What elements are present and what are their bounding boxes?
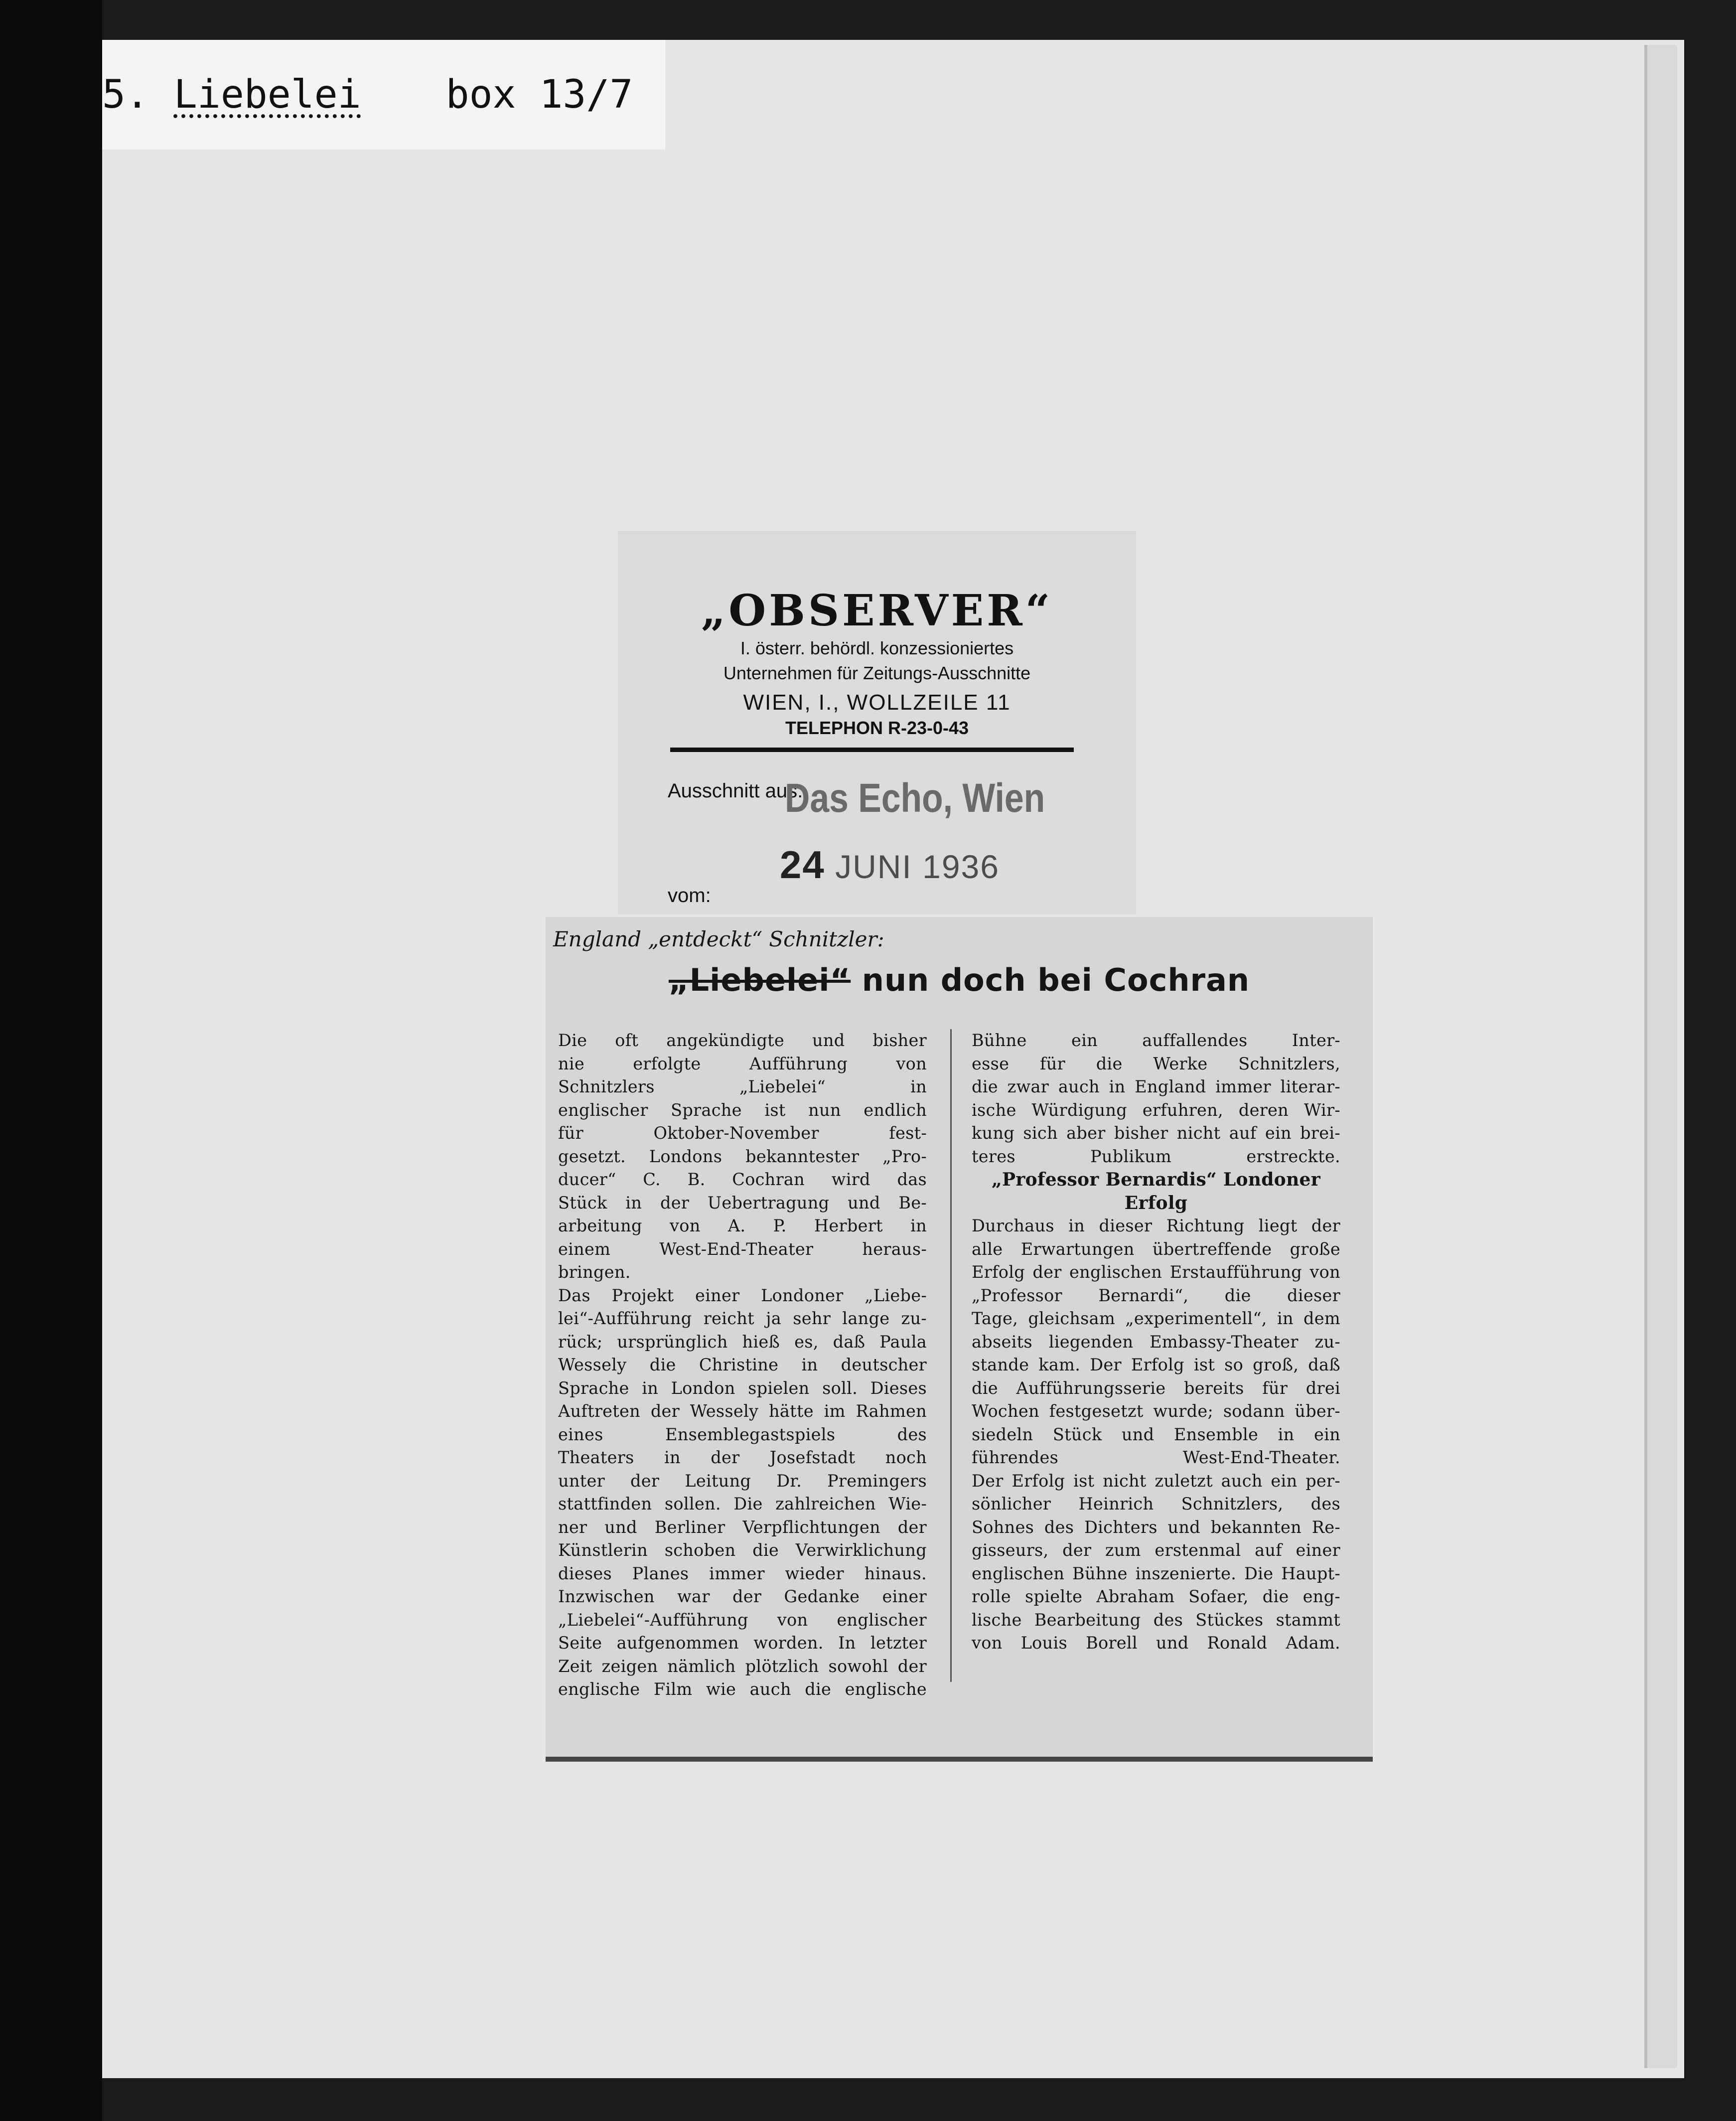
article-line: Erfolg der englischen Erstaufführung von [972, 1262, 1340, 1282]
article-headline [546, 962, 1373, 998]
article-line: Theaters in der Josefstadt noch [558, 1448, 927, 1467]
article-line: alle Erwartungen übertreffende große [972, 1239, 1340, 1259]
newspaper-clipping [546, 917, 1373, 1762]
article-line: englischer Sprache ist nun endlich [558, 1100, 927, 1120]
article-line: ische Würdigung erfuhren, deren Wir- [972, 1100, 1340, 1120]
article-line: Durchaus in dieser Richtung liegt der [972, 1216, 1340, 1235]
column-right-part-b [972, 1214, 1340, 1655]
article-line: ner und Berliner Verpflichtungen der [558, 1517, 927, 1537]
article-line: für Oktober-November fest- [558, 1123, 927, 1143]
observer-rule [670, 748, 1074, 752]
article-line: esse für die Werke Schnitzlers, [972, 1054, 1340, 1073]
article-line: Wessely die Christine in deutscher [558, 1355, 927, 1374]
observer-title: „OBSERVER“ [701, 586, 1053, 636]
sheet-fold-edge [1644, 45, 1677, 2068]
label-box-number: box 13/7 [445, 72, 633, 117]
observer-line-2: Unternehmen für Zeitungs-Ausschnitte [723, 663, 1031, 683]
observer-line-1: I. österr. behördl. konzessioniertes [740, 638, 1014, 658]
column-divider [950, 1029, 952, 1682]
column-right-part-a [972, 1029, 1340, 1168]
article-kicker: England „entdeckt“ Schnitzler: [553, 927, 884, 951]
label-number: 5. [102, 72, 149, 117]
archive-label-card [102, 40, 665, 150]
article-line: stattfinden sollen. Die zahlreichen Wie- [558, 1494, 927, 1514]
article-line: rolle spielte Abraham Sofaer, die eng- [972, 1587, 1340, 1606]
article-line: englische Film wie auch die englische [558, 1679, 927, 1699]
article-line: siedeln Stück und Ensemble in ein [972, 1424, 1340, 1444]
scan-border-left [0, 0, 102, 2121]
date-stamp-day: 24 [780, 843, 825, 887]
article-line: lische Bearbeitung des Stückes stammt [972, 1610, 1340, 1630]
article-line: Wochen festgesetzt wurde; sodann über- [972, 1401, 1340, 1421]
article-column-right [972, 1029, 1340, 1655]
article-line: die Aufführungsserie bereits für drei [972, 1378, 1340, 1398]
article-line: „Professor Bernardi“, die dieser [972, 1285, 1340, 1305]
article-line: Künstlerin schoben die Verwirklichung [558, 1540, 927, 1560]
article-subhead-line-1: „Professor Bernardis“ Londoner [991, 1169, 1321, 1190]
article-line: von Louis Borell und Ronald Adam. [972, 1633, 1340, 1653]
source-stamp: Das Echo, Wien [785, 775, 1045, 821]
article-column-left [558, 1029, 927, 1701]
article-line: arbeitung von A. P. Herbert in [558, 1216, 927, 1235]
headline-part-1: „Liebelei“ [668, 962, 851, 998]
article-line: stande kam. Der Erfolg ist so groß, daß [972, 1355, 1340, 1374]
article-line: einem West-End-Theater heraus- [558, 1239, 927, 1259]
date-stamp-rest: JUNI 1936 [835, 848, 1000, 885]
article-line: Stück in der Uebertragung und Be- [558, 1193, 927, 1212]
article-line: abseits liegenden Embassy-Theater zu- [972, 1332, 1340, 1352]
article-line: Der Erfolg ist nicht zuletzt auch ein per- [972, 1471, 1340, 1491]
article-line: bringen. [558, 1262, 631, 1282]
article-line: führendes West-End-Theater. [972, 1448, 1340, 1467]
article-line: lei“-Aufführung reicht ja sehr lange zu- [558, 1309, 927, 1328]
observer-clipping-slip [618, 531, 1136, 914]
article-line: Zeit zeigen nämlich plötzlich sowohl der [558, 1656, 927, 1676]
article-line: Die oft angekündigte und bisher [558, 1031, 927, 1050]
article-line: Bühne ein auffallendes Inter- [972, 1031, 1340, 1050]
observer-address: WIEN, I., WOLLZEILE 11 [743, 690, 1011, 715]
article-line: Auftreten der Wessely hätte im Rahmen [558, 1401, 927, 1421]
article-line: gesetzt. Londons bekanntester „Pro- [558, 1146, 927, 1166]
article-line: Das Projekt einer Londoner „Liebe- [558, 1285, 927, 1305]
article-line: unter der Leitung Dr. Premingers [558, 1471, 927, 1491]
article-line: Inzwischen war der Gedanke einer [558, 1587, 927, 1606]
date-stamp [780, 842, 1000, 888]
article-line: kung sich aber bisher nicht auf ein brei- [972, 1123, 1340, 1143]
article-line: Sprache in London spielen soll. Dieses [558, 1378, 927, 1398]
article-subhead-line-2: Erfolg [1124, 1192, 1188, 1213]
article-line: dieses Planes immer wieder hinaus. [558, 1563, 927, 1583]
observer-telephone: TELEPHON R-23-0-43 [785, 718, 969, 738]
article-line: gisseurs, der zum erstenmal auf einer [972, 1540, 1340, 1560]
article-line: Tage, gleichsam „experimentell“, in dem [972, 1309, 1340, 1328]
article-line: „Liebelei“-Aufführung von englischer [558, 1610, 927, 1630]
headline-part-2: nun doch bei Cochran [851, 962, 1250, 998]
date-label: vom: [668, 885, 711, 907]
article-line: Schnitzlers „Liebelei“ in [558, 1077, 927, 1096]
label-title: Liebelei [173, 72, 361, 117]
article-line: ducer“ C. B. Cochran wird das [558, 1170, 927, 1189]
article-line: eines Ensemblegastspiels des [558, 1424, 927, 1444]
article-line: sönlicher Heinrich Schnitzlers, des [972, 1494, 1340, 1514]
source-label: Ausschnitt aus: [668, 780, 803, 802]
article-line: rück; ursprünglich hieß es, daß Paula [558, 1332, 927, 1352]
article-line: nie erfolgte Aufführung von [558, 1054, 927, 1073]
article-line: englischen Bühne inszenierte. Die Haupt- [972, 1563, 1340, 1583]
article-line: teres Publikum erstreckte. [972, 1146, 1340, 1166]
article-line: Sohnes des Dichters und bekannten Re- [972, 1517, 1340, 1537]
article-line: Seite aufgenommen worden. In letzter [558, 1633, 927, 1653]
article-line: die zwar auch in England immer literar- [972, 1077, 1340, 1096]
